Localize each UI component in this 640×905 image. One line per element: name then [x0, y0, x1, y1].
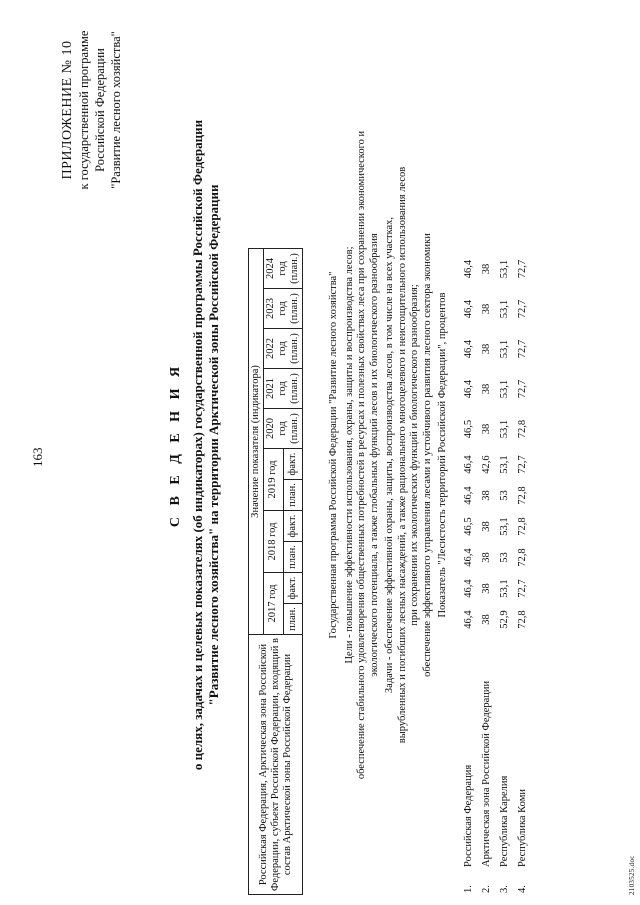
table-body	[322, 15, 532, 895]
plan-year-header: 2023 год (план.)	[264, 289, 303, 329]
year-header: 2019 год	[264, 449, 284, 511]
row-value: 38	[480, 490, 492, 501]
appendix-line: к государственной программе	[77, 30, 91, 190]
goals-text: обеспечение стабильного удовлетворения общественных потребностей в ресурсах и полезных свойствах леса при сохранении экономического и	[356, 130, 367, 780]
row-number: 1.	[462, 885, 474, 893]
row-value: 72,8	[516, 517, 528, 536]
plan-subheader: план.	[283, 480, 303, 511]
row-value: 72,7	[516, 259, 528, 279]
row-name: Республика Карелия	[498, 775, 510, 867]
values-header: Значение показателя (индикатора)	[249, 248, 264, 634]
row-value: 53,1	[498, 259, 510, 279]
row-value: 72,7	[516, 579, 528, 598]
row-value: 72,8	[516, 486, 528, 505]
row-value: 46,5	[462, 517, 474, 536]
program-title: Государственная программа Российской Федерации "Развитие лесного хозяйства"	[328, 271, 339, 639]
row-value: 46,4	[462, 299, 474, 319]
table-row	[496, 15, 514, 895]
appendix-title: ПРИЛОЖЕНИЕ № 10	[60, 40, 75, 180]
row-value: 46,4	[462, 379, 474, 399]
plan-year-header: 2021 год (план.)	[264, 369, 303, 409]
row-value: 53,1	[498, 517, 510, 536]
row-value: 46,4	[462, 455, 474, 474]
heading-line: "Развитие лесного хозяйства" на территории Арктической зоны Российской Федерации	[206, 184, 221, 706]
tasks-text: при сохранении их экологических функций и биологического разнообразия;	[409, 284, 420, 626]
goals-title: Цели - повышение эффективности использования, охраны, защиты и воспроизводства лесов;	[343, 246, 355, 664]
appendix-block	[60, 15, 124, 205]
row-name: Российская Федерация	[462, 764, 474, 867]
row-number: 3.	[498, 885, 510, 893]
year-header: 2018 год	[264, 511, 284, 573]
table-row	[514, 15, 532, 895]
tasks-text: обеспечение эффективного управления лесами и устойчивого развития лесного сектора экономики	[421, 233, 433, 677]
row-value: 53,1	[498, 455, 510, 474]
table-row	[478, 15, 496, 895]
row-value: 72,7	[516, 339, 528, 359]
document-heading	[168, 15, 222, 875]
plan-year-header: 2020 год (план.)	[264, 409, 303, 449]
row-number: 4.	[516, 885, 528, 893]
row-value: 53,1	[498, 579, 510, 598]
indicator-rows	[460, 15, 532, 895]
row-value: 38	[480, 303, 492, 315]
tasks-text: Задачи - обеспечение эффективной охраны, защиты, воспроизводства лесов, в том числе на всех участках,	[384, 216, 395, 694]
row-value: 53,1	[498, 379, 510, 399]
plan-subheader: план.	[283, 604, 303, 635]
row-value: 53	[498, 552, 510, 563]
row-value: 46,4	[462, 339, 474, 359]
row-value: 72,8	[516, 419, 528, 439]
row-name: Республика Коми	[516, 789, 528, 867]
row-value: 38	[480, 521, 492, 532]
row-value: 46,4	[462, 610, 474, 629]
row-value: 46,4	[462, 548, 474, 567]
heading-title: С В Е Д Е Н И Я	[168, 362, 183, 528]
row-value: 53,1	[498, 299, 510, 319]
indicator-title: Показатель "Лесистость территорий Российской Федерации", процентов	[437, 292, 448, 618]
row-value: 53,1	[498, 339, 510, 359]
row-value: 38	[480, 423, 492, 435]
row-value: 38	[480, 552, 492, 563]
fact-subheader: факт.	[283, 449, 303, 480]
row-value: 42,6	[480, 455, 492, 474]
row-value: 72,8	[516, 548, 528, 567]
fact-subheader: факт.	[283, 511, 303, 542]
plan-year-header: 2022 год (план.)	[264, 329, 303, 369]
appendix-line: "Развитие лесного хозяйства"	[109, 31, 123, 189]
plan-subheader: план.	[283, 542, 303, 573]
row-value: 38	[480, 343, 492, 355]
goals-text: экологического потенциала, а также глобальных функций лесов и их биологического разнообразия	[368, 233, 380, 677]
row-value: 72,7	[516, 379, 528, 399]
indicator-table-header	[248, 14, 303, 895]
row-value: 46,4	[462, 579, 474, 598]
region-column-header: Российская Федерация, Арктическая зона Российской Федерации, субъект Российской Федерации, входящий в состав Арктической зоны Российской Федерации	[249, 635, 303, 895]
row-value: 72,7	[516, 455, 528, 474]
row-value: 53,1	[498, 419, 510, 439]
file-footer: 2103525.doc	[628, 855, 636, 895]
tasks-text: вырубленных и погибших лесных насаждений, а также рационального многоцелевого и неистощительного использования лесов	[396, 166, 408, 744]
fact-subheader: факт.	[283, 573, 303, 604]
row-name: Арктическая зона Российской Федерации	[480, 680, 492, 867]
row-value: 72,7	[516, 299, 528, 319]
row-value: 46,5	[462, 419, 474, 439]
year-header: 2017 год	[264, 573, 284, 635]
heading-line: о целях, задачах и целевых показателях (об индикаторах) государственной программы Российской Федерации	[190, 119, 205, 771]
row-value: 38	[480, 383, 492, 395]
row-value: 46,4	[462, 259, 474, 279]
table-row	[460, 15, 478, 895]
row-value: 38	[480, 614, 492, 625]
plan-year-header: 2024 год (план.)	[264, 248, 303, 288]
row-value: 53	[498, 490, 510, 501]
row-value: 38	[480, 583, 492, 594]
appendix-line: Российской Федерации	[93, 48, 107, 172]
page-number: 163	[30, 447, 45, 467]
row-value: 38	[480, 263, 492, 275]
row-value: 72,8	[516, 610, 528, 629]
row-value: 52,9	[498, 610, 510, 629]
row-value: 46,4	[462, 486, 474, 505]
row-number: 2.	[480, 885, 492, 893]
